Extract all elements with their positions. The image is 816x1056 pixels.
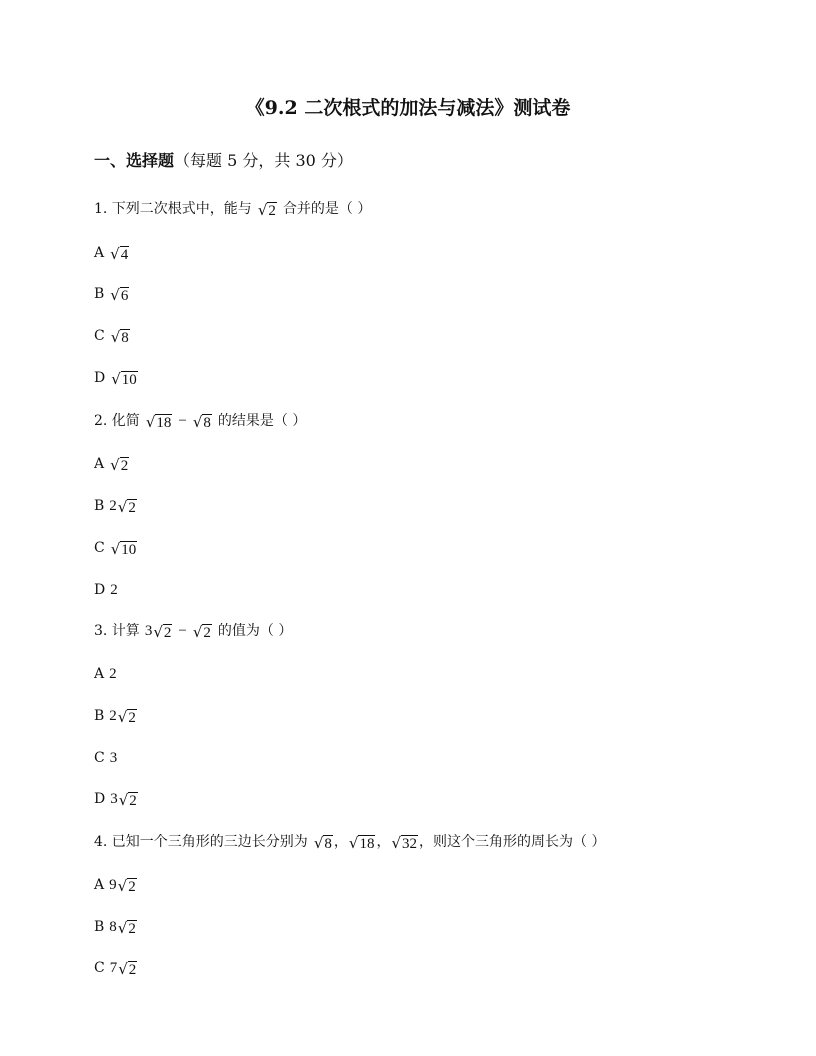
radicand: 2 xyxy=(128,879,136,895)
question-1-prefix: 1. 下列二次根式中，能与 xyxy=(94,201,252,217)
question-1 xyxy=(94,199,371,219)
sqrt-expression: √ 2 xyxy=(117,877,136,895)
radicand: 18 xyxy=(156,415,172,431)
radicand: 8 xyxy=(121,330,129,346)
radicand: 10 xyxy=(121,372,137,388)
q1-option-a[interactable] xyxy=(94,243,130,263)
coefficient: 3 xyxy=(144,623,153,639)
sqrt-expression: √ 2 xyxy=(117,708,136,726)
minus-operator: − xyxy=(178,623,187,639)
option-letter: B xyxy=(94,286,105,302)
sqrt-expression: √ 2 xyxy=(192,623,211,641)
sqrt-expression: √ 18 xyxy=(145,413,172,431)
sqrt-expression: √ 2 xyxy=(117,919,136,937)
option-letter: B xyxy=(94,919,105,935)
coefficient: 9 xyxy=(109,877,117,893)
radicand: 8 xyxy=(324,836,332,852)
option-letter: C xyxy=(94,328,105,344)
question-3-suffix: 的值为（ ） xyxy=(217,623,293,639)
question-2-prefix: 2. 化简 xyxy=(94,413,140,429)
question-3 xyxy=(94,621,292,641)
question-4 xyxy=(94,832,605,852)
sqrt-expression: √ 6 xyxy=(110,286,129,304)
q2-option-c[interactable] xyxy=(94,538,138,558)
option-value: 2 xyxy=(109,666,117,682)
sqrt-expression: √ 2 xyxy=(110,456,129,474)
option-letter: C xyxy=(94,960,105,976)
option-letter: A xyxy=(94,666,105,682)
option-letter: C xyxy=(94,540,105,556)
minus-operator: − xyxy=(178,413,187,429)
radicand: 6 xyxy=(120,288,129,304)
radicand: 2 xyxy=(128,962,137,978)
question-4-prefix: 4. 已知一个三角形的三边长分别为 xyxy=(94,834,308,850)
coefficient: 3 xyxy=(110,791,118,807)
q4-option-b[interactable] xyxy=(94,917,138,937)
q2-option-b[interactable] xyxy=(94,496,138,516)
option-letter: C xyxy=(94,750,105,766)
option-letter: A xyxy=(94,877,105,893)
section-heading xyxy=(94,149,353,173)
q1-option-b[interactable] xyxy=(94,284,130,304)
radicand: 2 xyxy=(129,793,137,809)
q3-option-b[interactable] xyxy=(94,706,138,726)
coefficient: 7 xyxy=(109,960,118,976)
page-title: 《9.2 二次根式的加法与减法》测试卷 xyxy=(245,97,571,119)
option-letter: B xyxy=(94,708,105,724)
radicand: 2 xyxy=(128,921,136,937)
option-value: 2 xyxy=(110,582,118,598)
sqrt-expression: √ 2 xyxy=(117,498,136,516)
q3-option-d[interactable] xyxy=(94,789,139,809)
option-letter: D xyxy=(94,791,106,807)
radicand: 2 xyxy=(128,500,136,516)
separator: ， xyxy=(376,834,391,850)
sqrt-expression: √ 8 xyxy=(313,834,332,852)
sqrt-expression: √ 10 xyxy=(111,370,137,388)
radicand: 2 xyxy=(120,458,129,474)
sqrt-expression: √ 4 xyxy=(110,245,129,263)
sqrt-expression: √ 2 xyxy=(257,201,276,219)
option-letter: B xyxy=(94,498,105,514)
question-1-suffix: 合并的是（ ） xyxy=(282,201,372,217)
sqrt-expression: √ 8 xyxy=(192,413,211,431)
radicand: 18 xyxy=(359,836,375,852)
question-2 xyxy=(94,411,306,431)
question-4-suffix: ，则这个三角形的周长为（ ） xyxy=(419,834,606,850)
q3-option-a[interactable] xyxy=(94,664,117,684)
separator: ， xyxy=(333,834,348,850)
section-note: （每题 5 分，共 30 分） xyxy=(174,151,353,170)
q2-option-d[interactable] xyxy=(94,580,118,600)
radicand: 8 xyxy=(203,415,211,431)
question-3-prefix: 3. 计算 xyxy=(94,623,140,639)
sqrt-expression: √ 2 xyxy=(118,960,137,978)
option-letter: D xyxy=(94,370,106,386)
radicand: 2 xyxy=(128,710,136,726)
q1-option-d[interactable] xyxy=(94,368,139,388)
sqrt-expression: √ 32 xyxy=(391,834,417,852)
q4-option-a[interactable] xyxy=(94,875,138,895)
sqrt-expression: √ 2 xyxy=(153,623,172,641)
coefficient: 2 xyxy=(109,498,117,514)
coefficient: 2 xyxy=(109,708,117,724)
option-value: 3 xyxy=(109,750,118,766)
radicand: 2 xyxy=(203,625,211,641)
section-lead: 一、选择题 xyxy=(94,151,175,170)
option-letter: A xyxy=(94,245,105,261)
radicand: 32 xyxy=(402,836,417,852)
q2-option-a[interactable] xyxy=(94,454,130,474)
sqrt-expression: √ 8 xyxy=(110,328,129,346)
radicand: 4 xyxy=(120,247,129,263)
coefficient: 8 xyxy=(109,919,117,935)
sqrt-expression: √ 10 xyxy=(110,540,137,558)
sqrt-expression: √ 18 xyxy=(348,834,375,852)
radicand: 2 xyxy=(163,625,172,641)
q3-option-c[interactable] xyxy=(94,748,117,768)
q4-option-c[interactable] xyxy=(94,958,138,978)
question-2-suffix: 的结果是（ ） xyxy=(217,413,307,429)
radicand: 10 xyxy=(121,542,137,558)
sqrt-expression: √ 2 xyxy=(118,791,137,809)
radicand: 2 xyxy=(268,203,276,219)
option-letter: A xyxy=(94,456,105,472)
q1-option-c[interactable] xyxy=(94,326,131,346)
option-letter: D xyxy=(94,582,106,598)
